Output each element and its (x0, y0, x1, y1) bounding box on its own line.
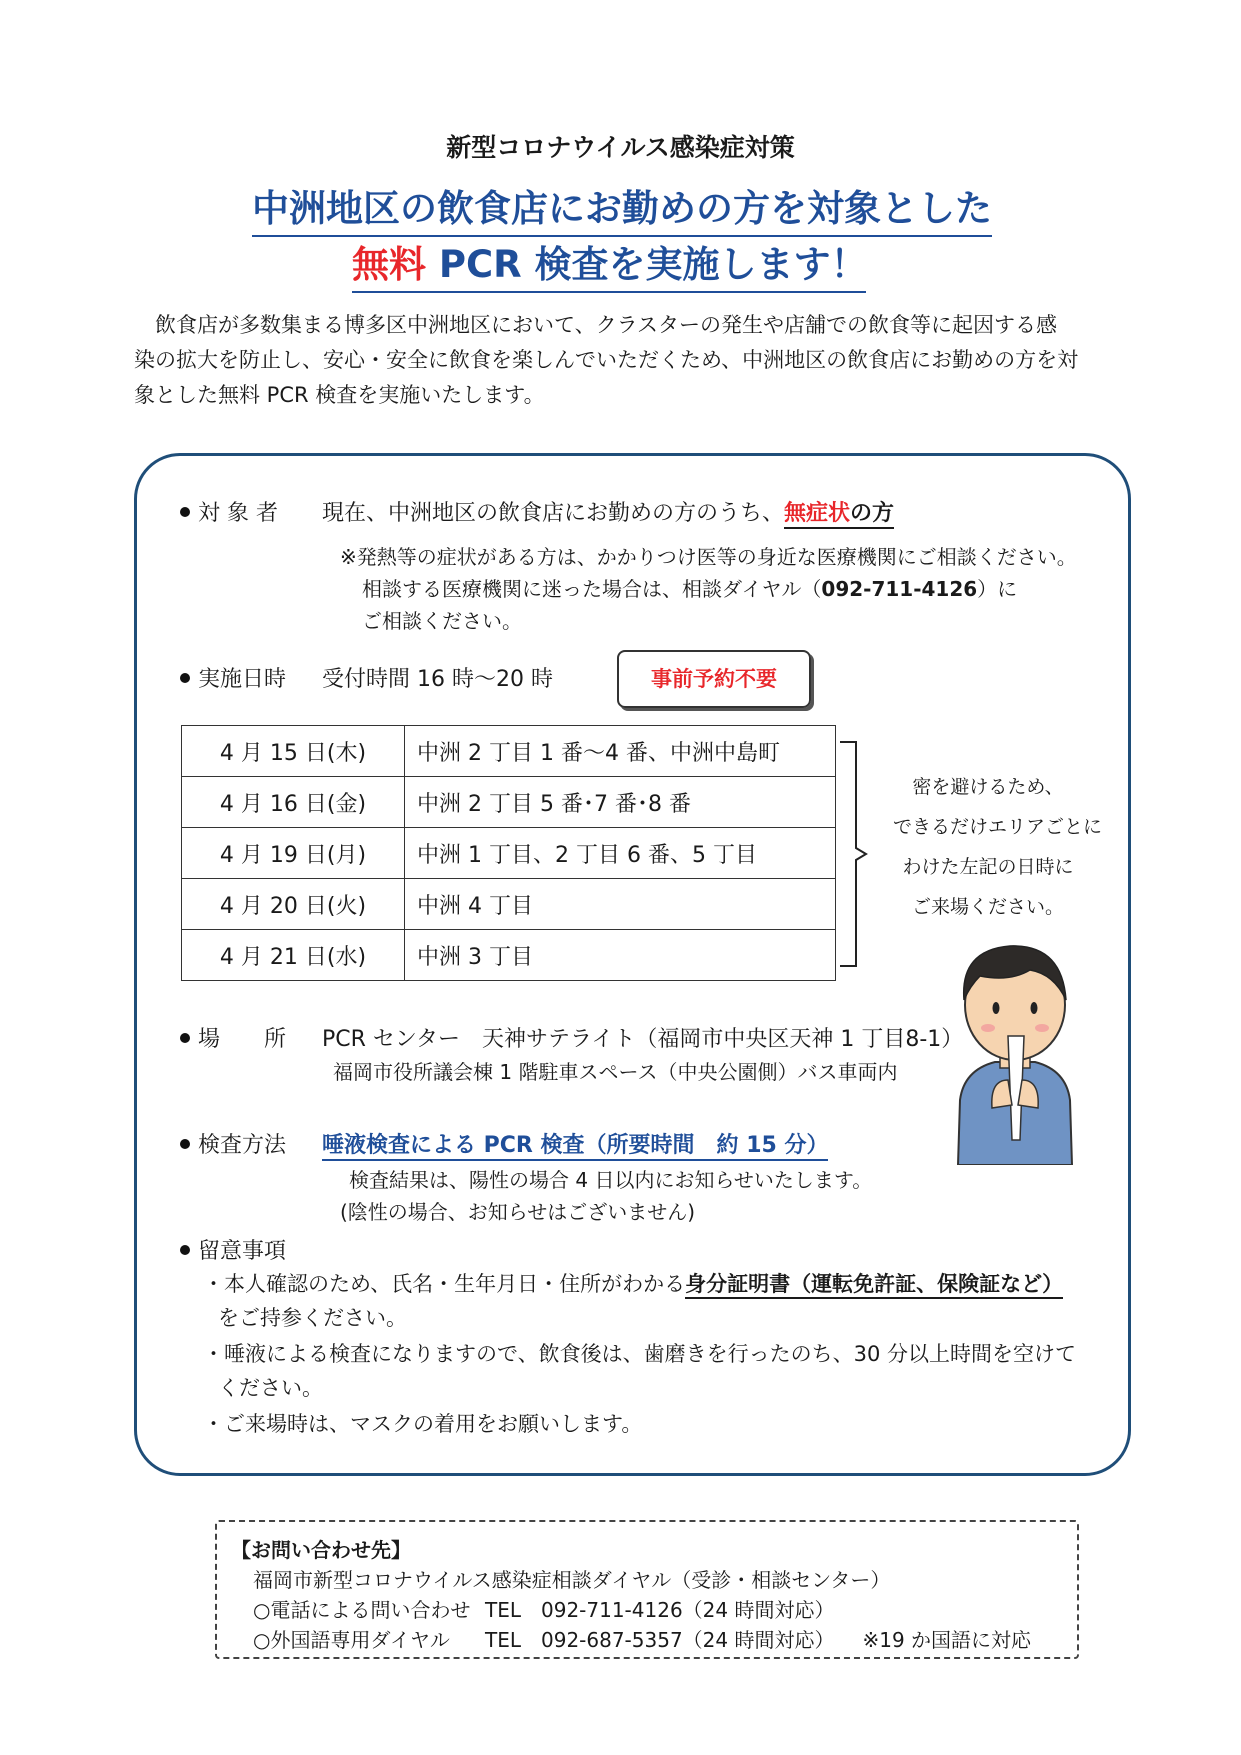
schedule-table (181, 725, 836, 981)
target-note-1: ※発熱等の症状がある方は、かかりつけ医等の身近な医療機関にご相談ください。 (340, 545, 1077, 569)
intro-line: 象とした無料 PCR 検査を実施いたします。 (134, 383, 545, 407)
brace-icon (838, 740, 868, 968)
title-line2 (352, 234, 866, 293)
table-row (182, 879, 836, 930)
contact-foreign-row (253, 1624, 1031, 1653)
schedule-note-line: ご来場ください。 (911, 896, 1064, 918)
target-note-2c: ）に (977, 577, 1018, 601)
schedule-area: 中洲 2 丁目 1 番～4 番、中洲中島町 (405, 726, 836, 777)
target-text: 現在、中洲地区の飲食店にお勤めの方のうち、 (322, 501, 785, 526)
schedule-date: 4 月 15 日(木) (182, 726, 405, 777)
method-highlight: 唾液検査による PCR 検査（所要時間 約 15 分） (322, 1133, 828, 1161)
target-highlight-wrap (784, 501, 894, 529)
title-line1: 中洲地区の飲食店にお勤めの方を対象とした (252, 178, 992, 237)
bullet-icon (180, 1139, 190, 1149)
bullet-icon (180, 673, 190, 683)
target-note-2a: 相談する医療機関に迷った場合は、相談ダイヤル（ (362, 577, 822, 601)
table-row (182, 726, 836, 777)
method-line1: 検査結果は、陽性の場合 4 日以内にお知らせいたします。 (349, 1168, 873, 1192)
notes-label: 留意事項 (198, 1239, 287, 1264)
bullet-icon (180, 1245, 190, 1255)
table-row (182, 930, 836, 981)
contact-title: 【お問い合わせ先】 (231, 1538, 411, 1562)
schedule-note (893, 767, 1103, 927)
target-note-2 (362, 573, 1017, 605)
notes-item2b: ください。 (218, 1376, 323, 1400)
schedule-row (180, 662, 553, 693)
no-reservation-badge: 事前予約不要 (617, 650, 811, 708)
notes-item1a: ・本人確認のため、氏名・生年月日・住所がわかる (203, 1272, 686, 1296)
title-free: 無料 (352, 243, 426, 286)
schedule-note-line: できるだけエリアごとに (893, 816, 1103, 838)
schedule-area: 中洲 1 丁目、2 丁目 6 番、5 丁目 (405, 828, 836, 879)
place-line2: 福岡市役所議会棟 1 階駐車スペース（中央公園側）バス車両内 (333, 1060, 898, 1084)
contact-box (215, 1520, 1079, 1659)
schedule-label: 実施日時 (198, 667, 287, 692)
schedule-date: 4 月 16 日(金) (182, 777, 405, 828)
contact-foreign: TEL 092-687-5357（24 時間対応） (485, 1628, 835, 1652)
schedule-area: 中洲 2 丁目 5 番･7 番･8 番 (405, 777, 836, 828)
notes-item3: ・ご来場時は、マスクの着用をお願いします。 (203, 1412, 643, 1436)
method-line2: (陰性の場合、お知らせはございません) (340, 1200, 696, 1224)
notes-item2a: ・唾液による検査になりますので、飲食後は、歯磨きを行ったのち、30 分以上時間を空けて (203, 1342, 1076, 1366)
target-label: 対 象 者 (198, 501, 278, 526)
intro-paragraph (134, 308, 1094, 413)
place-row (180, 1022, 963, 1053)
contact-org: 福岡市新型コロナウイルス感染症相談ダイヤル（受診・相談センター） (253, 1568, 891, 1592)
method-label: 検査方法 (198, 1133, 287, 1158)
target-highlight: 無症状 (784, 501, 851, 526)
target-highlight-tail: の方 (850, 501, 895, 526)
subtitle: 新型コロナウイルス感染症対策 (446, 133, 795, 162)
schedule-hours: 受付時間 16 時～20 時 (322, 667, 553, 692)
schedule-area: 中洲 3 丁目 (405, 930, 836, 981)
contact-foreign-note: ※19 か国語に対応 (862, 1628, 1032, 1652)
schedule-note-line: わけた左記の日時に (902, 856, 1074, 878)
method-row (180, 1128, 828, 1159)
target-note-3: ご相談ください。 (362, 609, 522, 633)
notes-item1c: をご持参ください。 (218, 1306, 407, 1330)
notes-item1 (203, 1268, 1063, 1300)
table-row (182, 828, 836, 879)
schedule-area: 中洲 4 丁目 (405, 879, 836, 930)
table-row (182, 777, 836, 828)
target-row (180, 496, 894, 527)
place-line1: PCR センター 天神サテライト（福岡市中央区天神 1 丁目8-1） (322, 1027, 964, 1052)
id-document-highlight: 身分証明書（運転免許証、保険証など） (685, 1272, 1063, 1299)
saliva-test-person-illustration (950, 930, 1080, 1165)
schedule-date: 4 月 21 日(水) (182, 930, 405, 981)
notes-row (180, 1234, 286, 1265)
contact-phone-row (253, 1594, 834, 1623)
intro-line: 飲食店が多数集まる博多区中洲地区において、クラスターの発生や店舗での飲食等に起因する感 (134, 313, 1057, 337)
schedule-note-line: 密を避けるため、 (912, 776, 1064, 798)
intro-line: 染の拡大を防止し、安心・安全に飲食を楽しんでいただくため、中洲地区の飲食店にお勤めの方を対 (134, 348, 1079, 372)
place-label: 場 所 (198, 1027, 287, 1052)
bullet-icon (180, 1033, 190, 1043)
consult-phone: 092-711-4126 (821, 577, 978, 601)
contact-phone-label: ○電話による問い合わせ (253, 1598, 471, 1622)
contact-foreign-label: ○外国語専用ダイヤル (253, 1628, 450, 1652)
bullet-icon (180, 507, 190, 517)
schedule-date: 4 月 20 日(火) (182, 879, 405, 930)
schedule-date: 4 月 19 日(月) (182, 828, 405, 879)
contact-phone: TEL 092-711-4126（24 時間対応） (485, 1598, 835, 1622)
title-line2-rest: PCR 検査を実施します！ (438, 243, 868, 286)
